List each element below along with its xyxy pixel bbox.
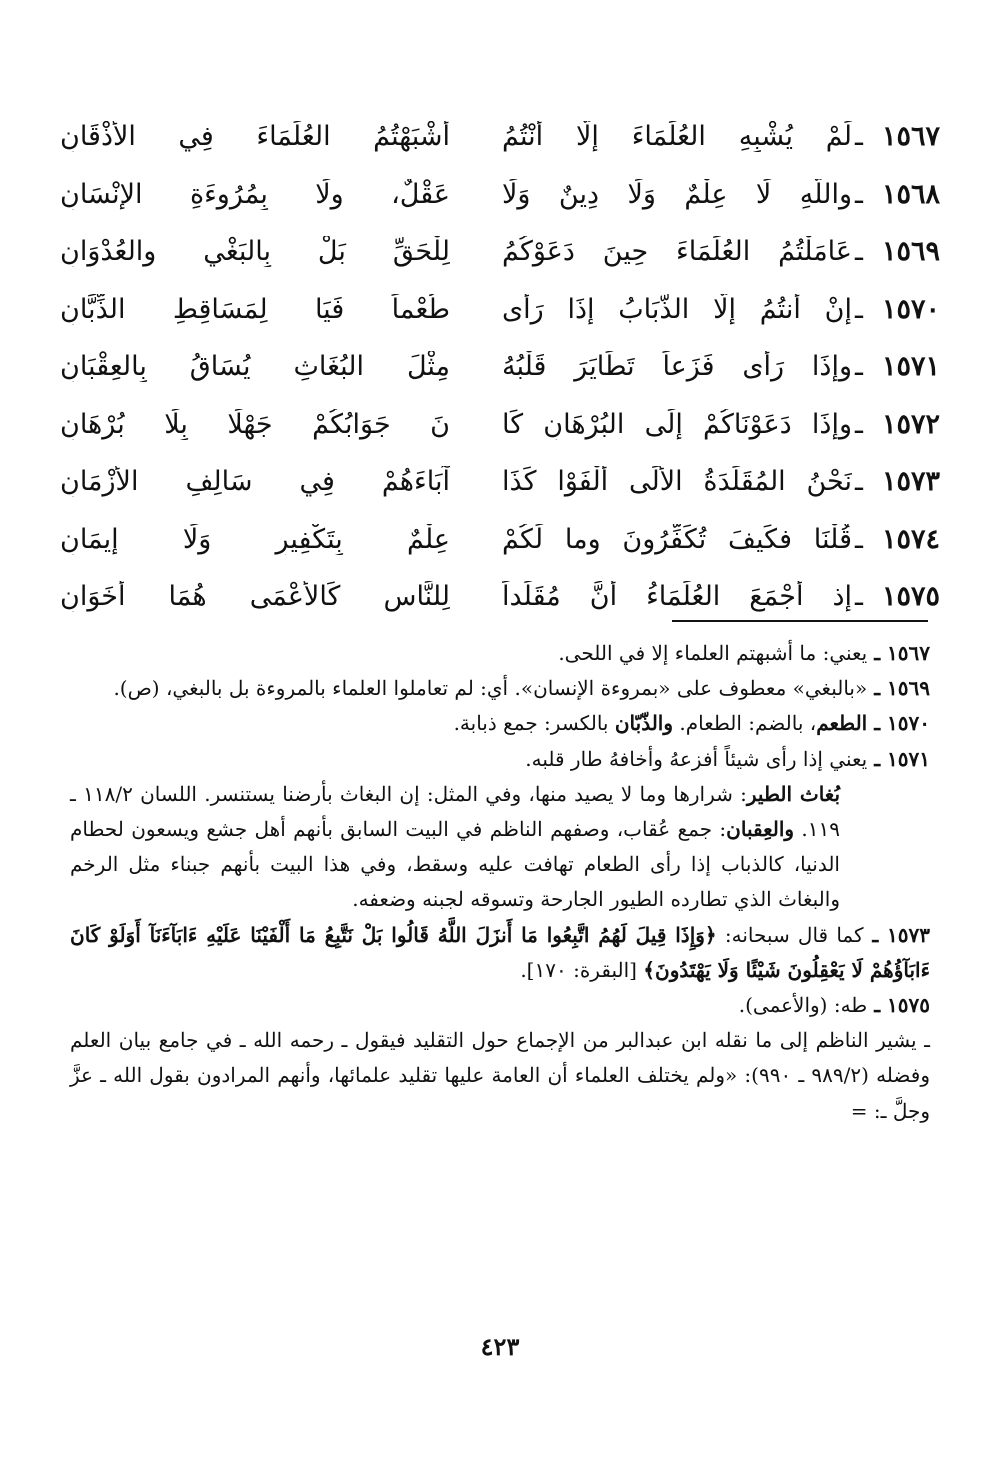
footnote-text: : شرارها وما لا يصيد منها، وفي المثل: إن البغاث بأرضنا يستنسر. اللسان ١١٨/٢ ـ ١١٩. [70,781,841,842]
verse-line: ١٥٧٣ ـ نَحْنُ المُقَلِّدَةُ الأُلَى أَلْفَوْا كَذَا آبَاءَهُمْ فِي سَالِفِ الأَزْمَانِ [60,466,940,498]
verse-first-hemistich: عَامَلْتُمُ العُلَمَاءَ حِينَ دَعَوْكُمُ [502,236,852,268]
page-number: ٤٢٣ [480,1332,520,1361]
verse-number: ١٥٦٨ [881,178,940,210]
footnote: ١٥٧٥ ـ طه: (والأعمى). [738,993,930,1018]
verse-line: ١٥٧٥ ـ إذ أَجْمَعَ العُلَمَاءُ أَنَّ مُقَلِّداً لِلنَّاسِ كَالأَعْمَى هُمَا أَخَوَانِ [60,581,940,613]
footnote-number: ١٥٧٠ [887,711,930,736]
footnote-text: يعني إذا رأى شيئاً أفزعهُ وأخافهُ طار قلبه. [525,746,868,771]
footnote-divider [672,620,928,622]
footnote-term: بُغاث الطير [746,781,841,806]
footnote-text: يعني: ما أشبهتم العلماء إلا في اللحى. [558,641,868,665]
verse-second-hemistich: لِلنَّاسِ كَالأَعْمَى هُمَا أَخَوَانِ [60,581,450,613]
verse-first-hemistich: وإِذَا رَأَى فَزَعاً تَطَايَرَ قَلْبُهُ [502,351,852,383]
verse-number: ١٥٦٧ [881,121,940,153]
footnote-number: ١٥٧١ [887,746,930,771]
footnote: ١٥٦٧ ـ يعني: ما أشبهتم العلماء إلا في اللحى. [558,641,930,665]
footnote-number: ١٥٦٧ [887,641,930,665]
verse-line: ١٥٦٩ ـ عَامَلْتُمُ العُلَمَاءَ حِينَ دَعَوْكُمُ لِلْحَقِّ بَلْ بِالبَغْيِ والعُدْوَانِ [60,236,940,268]
footnote-text: طه: (والأعمى). [738,993,868,1018]
verse-second-hemistich: عِلْمٌ بِتَكْفِيرٍ وَلَا إِيمَانِ [60,523,450,555]
footnote: ١٥٦٩ ـ «بالبغي» معطوف على «بمروءة الإنسان». أي: لم تعاملوا العلماء بالمروءة بل بالبغي، (ص). [113,676,930,701]
verse-number: ١٥٧٠ [881,293,940,325]
footnote-continuation [70,1023,930,1129]
verse-line: ١٥٧٤ ـ قُلْنَا فكَيفَ تُكَفِّرُونَ وما لَكُمْ عِلْمٌ بِتَكْفِيرٍ وَلَا إِيمَانِ [60,523,940,555]
verse-second-hemistich: نَ جَوَابُكُمْ جَهْلًا بِلَا بُرْهَانِ [60,408,450,440]
footnote-term: والعِقبان [726,817,795,842]
footnote: ١٥٧٣ ـ كما قال سبحانه: ﴿وَإِذَا قِيلَ لَهُمُ اتَّبِعُوا مَا أَنزَلَ اللَّهُ قَالُوا بَلْ نَتَّبِعُ مَا أَلْفَيْنَا عَلَيْهِ ءَابَآءَنَآ أَوَلَوْ كَانَ ءَابَآؤُهُمْ لَا يَعْقِلُونَ شَيْئًا وَلَا يَهْتَدُونَ﴾ [البقرة: ١٧٠]. [70,922,931,982]
verse-first-hemistich: قُلْنَا فكَيفَ تُكَفِّرُونَ وما لَكُمْ [502,523,852,555]
verse-line: ١٥٧٠ ـ إِنْ أَنتُمُ إِلَّا الذُّبَابُ إِذَا رَأَى طُعْماً فَيَا لِمَسَاقِطِ الذِّبَّانِ [60,293,940,325]
footnote: ١٥٧٠ ـ الطعم، بالضم: الطعام. والذّبّان بالكسر: جمع ذبابة. [453,711,930,736]
verse-number: ١٥٧٢ [881,408,940,440]
verse-second-hemistich: مِثْلَ البُغَاثِ يُسَاقُ بِالعِقْبَانِ [60,351,450,383]
footnote-text: ـ يشير الناظم إلى ما نقله ابن عبدالبر من الإجماع حول التقليد فيقول ـ رحمه الله ـ في جامع بيان العلم وفضله (٩٨٩/٢ ـ ٩٩٠): «ولم يختلف العلماء أن العامة عليها تقليد علمائها، وأنهم المرادون بقول الله ـ عزَّ وجلَّ ـ: = [70,1028,930,1123]
footnote-term: الطعم [816,711,868,736]
footnote-number: ١٥٧٥ [887,993,930,1018]
verse-second-hemistich: أَشْبَهْتُمُ العُلَمَاءَ فِي الأَذْقَانِ [60,121,450,153]
verse-first-hemistich: وإِذَا دَعَوْنَاكُمْ إِلَى البُرْهَانِ كَا [502,408,852,440]
footnote-text: كما قال سبحانه: [724,922,864,947]
verse-line: ١٥٦٧ ـ لَمْ يُشْبِهِ العُلَمَاءَ إِلَّا أَنْتُمُ أَشْبَهْتُمُ العُلَمَاءَ فِي الأَذْقَانِ [60,121,940,153]
footnote-text: ، بالضم: الطعام. [679,711,817,736]
verse-number: ١٥٧٣ [881,466,940,498]
footnote-number: ١٥٧٣ [887,922,931,947]
footnote-continuation [70,777,930,918]
verse-first-hemistich: واللَّهِ لَا عِلْمٌ وَلَا دِينٌ وَلَا [502,178,852,210]
footnote-text: : جمع عُقاب، وصفهم الناظم في البيت السابق بأنهم أهل جشع ويسعون لحطام الدنيا، كالذباب إذا رأى الطعام تهافت عليه وسقط، وفي هذا البيت بأنهم جبناء مثل الرخم والبغاث الذي تطارده الطيور الجارحة وتسوقه لجبنه وضعفه. [70,817,840,912]
verse-second-hemistich: طُعْماً فَيَا لِمَسَاقِطِ الذِّبَّانِ [60,293,450,325]
verse-first-hemistich: لَمْ يُشْبِهِ العُلَمَاءَ إِلَّا أَنْتُمُ [502,121,852,153]
verse-number: ١٥٦٩ [881,236,940,268]
footnote: ١٥٧١ ـ يعني إذا رأى شيئاً أفزعهُ وأخافهُ طار قلبه. [525,746,930,771]
footnote-text: بالكسر: جمع ذبابة. [453,711,609,736]
footnotes [70,636,930,1129]
verse-line: ١٥٧١ ـ وإِذَا رَأَى فَزَعاً تَطَايَرَ قَلْبُهُ مِثْلَ البُغَاثِ يُسَاقُ بِالعِقْبَانِ [60,351,940,383]
footnote-text: [البقرة: ١٧٠]. [520,957,637,982]
verse-number: ١٥٧٥ [881,581,940,613]
verse-second-hemistich: عَقْلٌ، ولَا بِمُرُوءَةِ الإِنْسَانِ [60,178,450,210]
footnote-term: والذّبّان [614,711,673,736]
verse-second-hemistich: لِلْحَقِّ بَلْ بِالبَغْيِ والعُدْوَانِ [60,236,450,268]
quran-verse: ﴿وَإِذَا قِيلَ لَهُمُ اتَّبِعُوا مَا أَنزَلَ اللَّهُ قَالُوا بَلْ نَتَّبِعُ مَا أَلْفَيْنَا عَلَيْهِ ءَابَآءَنَآ أَوَلَوْ كَانَ ءَابَآؤُهُمْ لَا يَعْقِلُونَ شَيْئًا وَلَا يَهْتَدُونَ﴾ [70,922,930,982]
verse-second-hemistich: آبَاءَهُمْ فِي سَالِفِ الأَزْمَانِ [60,466,450,498]
verse-number: ١٥٧١ [881,351,940,383]
verse-line: ١٥٧٢ ـ وإِذَا دَعَوْنَاكُمْ إِلَى البُرْهَانِ كَا نَ جَوَابُكُمْ جَهْلًا بِلَا بُرْهَانِ [60,408,940,440]
verse-number: ١٥٧٤ [881,523,940,555]
footnote-text: «بالبغي» معطوف على «بمروءة الإنسان». أي: لم تعاملوا العلماء بالمروءة بل بالبغي، (ص). [113,676,868,701]
verse-first-hemistich: نَحْنُ المُقَلِّدَةُ الأُلَى أَلْفَوْا كَذَا [502,466,852,498]
verse-first-hemistich: إذ أَجْمَعَ العُلَمَاءُ أَنَّ مُقَلِّداً [502,581,852,613]
footnote-number: ١٥٦٩ [887,676,930,701]
verse-first-hemistich: إِنْ أَنتُمُ إِلَّا الذُّبَابُ إِذَا رَأَى [502,293,852,325]
verse-line: ١٥٦٨ ـ واللَّهِ لَا عِلْمٌ وَلَا دِينٌ وَلَا عَقْلٌ، ولَا بِمُرُوءَةِ الإِنْسَانِ [60,178,940,210]
verse-block [60,108,940,626]
